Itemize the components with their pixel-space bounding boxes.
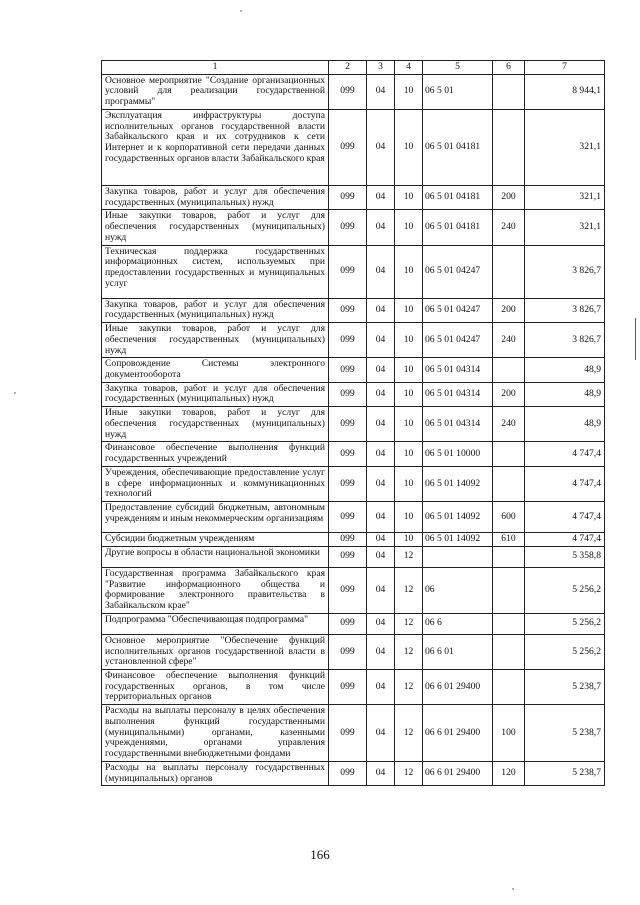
table-row xyxy=(102,761,605,785)
row-target-cell: 06 5 01 04314 xyxy=(423,407,493,442)
row-name-cell: Субсидии бюджетным учреждениям xyxy=(102,533,329,547)
row-section-cell: 04 xyxy=(367,323,395,358)
row-section-cell: 04 xyxy=(367,245,395,298)
row-name-cell: Расходы на выплаты персоналу государственных (муниципальных) органов xyxy=(102,761,329,785)
scan-speck xyxy=(512,888,514,890)
row-section-cell: 04 xyxy=(367,546,395,567)
row-code-cell: 099 xyxy=(329,185,367,209)
row-name-cell: Учреждения, обеспечивающие предоставление услуг в сфере информационных и коммуникационных технологий xyxy=(102,466,329,501)
row-expense-type-cell: 240 xyxy=(493,407,525,442)
row-subsection-cell: 12 xyxy=(395,567,423,613)
table-row xyxy=(102,466,605,501)
row-section-cell: 04 xyxy=(367,502,395,533)
row-name-cell: Закупка товаров, работ и услуг для обеспечения государственных (муниципальных) нужд xyxy=(102,185,329,209)
row-target-cell: 06 5 01 04314 xyxy=(423,358,493,382)
row-target-cell: 06 5 01 04247 xyxy=(423,323,493,358)
row-code-cell: 099 xyxy=(329,109,367,185)
page-number: 166 xyxy=(310,847,330,862)
row-name-cell: Сопровождение Системы электронного документооборота xyxy=(102,358,329,382)
row-amount-cell: 3 826,7 xyxy=(525,298,605,322)
table-row xyxy=(102,669,605,704)
row-code-cell: 099 xyxy=(329,358,367,382)
row-amount-cell: 5 358,8 xyxy=(525,546,605,567)
row-name-cell: Иные закупки товаров, работ и услуг для обеспечения государственных (муниципальных) нужд xyxy=(102,210,329,245)
row-target-cell: 06 5 01 04247 xyxy=(423,298,493,322)
row-expense-type-cell xyxy=(493,613,525,634)
row-expense-type-cell: 240 xyxy=(493,210,525,245)
row-section-cell: 04 xyxy=(367,358,395,382)
table-row xyxy=(102,323,605,358)
row-name-cell: Подпрограмма "Обеспечивающая подпрограмма" xyxy=(102,613,329,634)
row-target-cell: 06 6 xyxy=(423,613,493,634)
row-subsection-cell: 10 xyxy=(395,323,423,358)
row-subsection-cell: 10 xyxy=(395,407,423,442)
row-amount-cell: 4 747,4 xyxy=(525,502,605,533)
row-code-cell: 099 xyxy=(329,407,367,442)
header-cell: 6 xyxy=(493,61,525,75)
row-section-cell: 04 xyxy=(367,407,395,442)
row-amount-cell: 5 256,2 xyxy=(525,567,605,613)
table-row xyxy=(102,298,605,322)
row-section-cell: 04 xyxy=(367,382,395,406)
row-expense-type-cell xyxy=(493,109,525,185)
table-row xyxy=(102,705,605,762)
row-name-cell: Государственная программа Забайкальского края "Развитие информационного общества и формирование электронного правительства в Забайкальском крае" xyxy=(102,567,329,613)
row-expense-type-cell: 100 xyxy=(493,705,525,762)
row-expense-type-cell xyxy=(493,245,525,298)
row-name-cell: Иные закупки товаров, работ и услуг для обеспечения государственных (муниципальных) нужд xyxy=(102,407,329,442)
row-target-cell: 06 xyxy=(423,567,493,613)
row-amount-cell: 4 747,4 xyxy=(525,466,605,501)
row-subsection-cell: 10 xyxy=(395,109,423,185)
row-target-cell: 06 6 01 29400 xyxy=(423,761,493,785)
row-amount-cell: 48,9 xyxy=(525,358,605,382)
row-section-cell: 04 xyxy=(367,761,395,785)
scan-speck xyxy=(14,392,16,394)
table-row xyxy=(102,185,605,209)
table-row xyxy=(102,533,605,547)
row-target-cell: 06 5 01 04181 xyxy=(423,210,493,245)
row-subsection-cell: 10 xyxy=(395,245,423,298)
row-expense-type-cell xyxy=(493,442,525,466)
row-target-cell: 06 6 01 xyxy=(423,634,493,669)
row-code-cell: 099 xyxy=(329,74,367,109)
row-amount-cell: 5 238,7 xyxy=(525,705,605,762)
row-amount-cell: 48,9 xyxy=(525,382,605,406)
budget-table xyxy=(101,60,605,786)
row-name-cell: Предоставление субсидий бюджетным, автономным учреждениям и иным некоммерческим организациям xyxy=(102,502,329,533)
row-target-cell: 06 5 01 04181 xyxy=(423,109,493,185)
row-subsection-cell: 10 xyxy=(395,466,423,501)
row-section-cell: 04 xyxy=(367,185,395,209)
row-amount-cell: 8 944,1 xyxy=(525,74,605,109)
row-expense-type-cell: 600 xyxy=(493,502,525,533)
table-row xyxy=(102,407,605,442)
row-name-cell: Техническая поддержка государственных информационных систем, используемых при предоставлении государственных и муниципальных услуг xyxy=(102,245,329,298)
row-expense-type-cell: 240 xyxy=(493,323,525,358)
row-expense-type-cell: 610 xyxy=(493,533,525,547)
row-expense-type-cell: 200 xyxy=(493,382,525,406)
table-row xyxy=(102,502,605,533)
row-amount-cell: 5 256,2 xyxy=(525,613,605,634)
table-row xyxy=(102,546,605,567)
row-amount-cell: 321,1 xyxy=(525,109,605,185)
row-expense-type-cell xyxy=(493,74,525,109)
row-amount-cell: 5 238,7 xyxy=(525,761,605,785)
header-cell: 2 xyxy=(329,61,367,75)
row-code-cell: 099 xyxy=(329,298,367,322)
header-cell: 4 xyxy=(395,61,423,75)
row-code-cell: 099 xyxy=(329,502,367,533)
row-section-cell: 04 xyxy=(367,298,395,322)
row-expense-type-cell: 120 xyxy=(493,761,525,785)
row-target-cell xyxy=(423,546,493,567)
row-amount-cell: 5 256,2 xyxy=(525,634,605,669)
row-subsection-cell: 10 xyxy=(395,74,423,109)
row-code-cell: 099 xyxy=(329,210,367,245)
row-expense-type-cell xyxy=(493,546,525,567)
row-name-cell: Иные закупки товаров, работ и услуг для обеспечения государственных (муниципальных) нужд xyxy=(102,323,329,358)
row-subsection-cell: 12 xyxy=(395,669,423,704)
table-row xyxy=(102,74,605,109)
row-section-cell: 04 xyxy=(367,109,395,185)
row-expense-type-cell xyxy=(493,634,525,669)
row-name-cell: Другие вопросы в области национальной экономики xyxy=(102,546,329,567)
row-subsection-cell: 10 xyxy=(395,442,423,466)
row-amount-cell: 4 747,4 xyxy=(525,442,605,466)
row-section-cell: 04 xyxy=(367,705,395,762)
row-subsection-cell: 10 xyxy=(395,382,423,406)
row-section-cell: 04 xyxy=(367,210,395,245)
table-row xyxy=(102,358,605,382)
table-row xyxy=(102,567,605,613)
row-target-cell: 06 5 01 xyxy=(423,74,493,109)
table-row xyxy=(102,634,605,669)
scan-edge-mark xyxy=(635,318,636,360)
table-row xyxy=(102,613,605,634)
row-target-cell: 06 6 01 29400 xyxy=(423,669,493,704)
row-name-cell: Основное мероприятие "Обеспечение функций исполнительных органов государственной власти в установленной сфере" xyxy=(102,634,329,669)
row-subsection-cell: 10 xyxy=(395,358,423,382)
row-amount-cell: 4 747,4 xyxy=(525,533,605,547)
row-name-cell: Основное мероприятие "Создание организационных условий для реализации государственной программы" xyxy=(102,74,329,109)
row-subsection-cell: 10 xyxy=(395,502,423,533)
header-cell: 3 xyxy=(367,61,395,75)
row-section-cell: 04 xyxy=(367,669,395,704)
row-code-cell: 099 xyxy=(329,382,367,406)
row-subsection-cell: 12 xyxy=(395,613,423,634)
row-amount-cell: 5 238,7 xyxy=(525,669,605,704)
row-code-cell: 099 xyxy=(329,323,367,358)
row-target-cell: 06 5 01 14092 xyxy=(423,502,493,533)
row-code-cell: 099 xyxy=(329,634,367,669)
row-name-cell: Закупка товаров, работ и услуг для обеспечения государственных (муниципальных) нужд xyxy=(102,298,329,322)
row-expense-type-cell xyxy=(493,567,525,613)
row-section-cell: 04 xyxy=(367,74,395,109)
row-code-cell: 099 xyxy=(329,245,367,298)
row-subsection-cell: 12 xyxy=(395,634,423,669)
row-expense-type-cell xyxy=(493,669,525,704)
row-subsection-cell: 12 xyxy=(395,546,423,567)
row-target-cell: 06 6 01 29400 xyxy=(423,705,493,762)
header-cell: 7 xyxy=(525,61,605,75)
table-row xyxy=(102,382,605,406)
table-row xyxy=(102,109,605,185)
row-amount-cell: 321,1 xyxy=(525,185,605,209)
row-code-cell: 099 xyxy=(329,533,367,547)
row-target-cell: 06 5 01 14092 xyxy=(423,533,493,547)
row-section-cell: 04 xyxy=(367,613,395,634)
row-code-cell: 099 xyxy=(329,669,367,704)
row-amount-cell: 48,9 xyxy=(525,407,605,442)
row-code-cell: 099 xyxy=(329,466,367,501)
row-subsection-cell: 10 xyxy=(395,185,423,209)
row-amount-cell: 3 826,7 xyxy=(525,245,605,298)
row-subsection-cell: 12 xyxy=(395,761,423,785)
row-name-cell: Финансовое обеспечение выполнения функций государственных органов, в том числе территориальных органов xyxy=(102,669,329,704)
row-target-cell: 06 5 01 04247 xyxy=(423,245,493,298)
row-name-cell: Финансовое обеспечение выполнения функций государственных учреждений xyxy=(102,442,329,466)
row-name-cell: Расходы на выплаты персоналу в целях обеспечения выполнения функций государственными (муниципальными) органами, казенными учреждениями, органами управления государственными внебюджетными фондами xyxy=(102,705,329,762)
row-target-cell: 06 5 01 04181 xyxy=(423,185,493,209)
table-row xyxy=(102,210,605,245)
row-code-cell: 099 xyxy=(329,546,367,567)
row-section-cell: 04 xyxy=(367,533,395,547)
row-section-cell: 04 xyxy=(367,634,395,669)
table-header-row xyxy=(102,61,605,75)
row-expense-type-cell: 200 xyxy=(493,185,525,209)
row-name-cell: Эксплуатация инфраструктуры доступа исполнительных органов государственной власти Забайкальского края и их сотрудников к сети Интернет и к корпоративной сети передачи данных государственных органов власти Забайкальского края xyxy=(102,109,329,185)
table-row xyxy=(102,442,605,466)
row-amount-cell: 321,1 xyxy=(525,210,605,245)
row-subsection-cell: 10 xyxy=(395,298,423,322)
row-section-cell: 04 xyxy=(367,466,395,501)
header-cell: 1 xyxy=(102,61,329,75)
header-cell: 5 xyxy=(423,61,493,75)
scan-speck xyxy=(240,10,242,12)
budget-table-body xyxy=(102,61,605,786)
row-code-cell: 099 xyxy=(329,442,367,466)
row-code-cell: 099 xyxy=(329,567,367,613)
row-code-cell: 099 xyxy=(329,705,367,762)
row-subsection-cell: 10 xyxy=(395,210,423,245)
row-target-cell: 06 5 01 10000 xyxy=(423,442,493,466)
row-expense-type-cell: 200 xyxy=(493,298,525,322)
row-subsection-cell: 12 xyxy=(395,705,423,762)
row-subsection-cell: 10 xyxy=(395,533,423,547)
row-target-cell: 06 5 01 14092 xyxy=(423,466,493,501)
row-code-cell: 099 xyxy=(329,613,367,634)
row-expense-type-cell xyxy=(493,358,525,382)
row-code-cell: 099 xyxy=(329,761,367,785)
row-section-cell: 04 xyxy=(367,442,395,466)
row-target-cell: 06 5 01 04314 xyxy=(423,382,493,406)
row-expense-type-cell xyxy=(493,466,525,501)
row-section-cell: 04 xyxy=(367,567,395,613)
table-row xyxy=(102,245,605,298)
row-name-cell: Закупка товаров, работ и услуг для обеспечения государственных (муниципальных) нужд xyxy=(102,382,329,406)
row-amount-cell: 3 826,7 xyxy=(525,323,605,358)
